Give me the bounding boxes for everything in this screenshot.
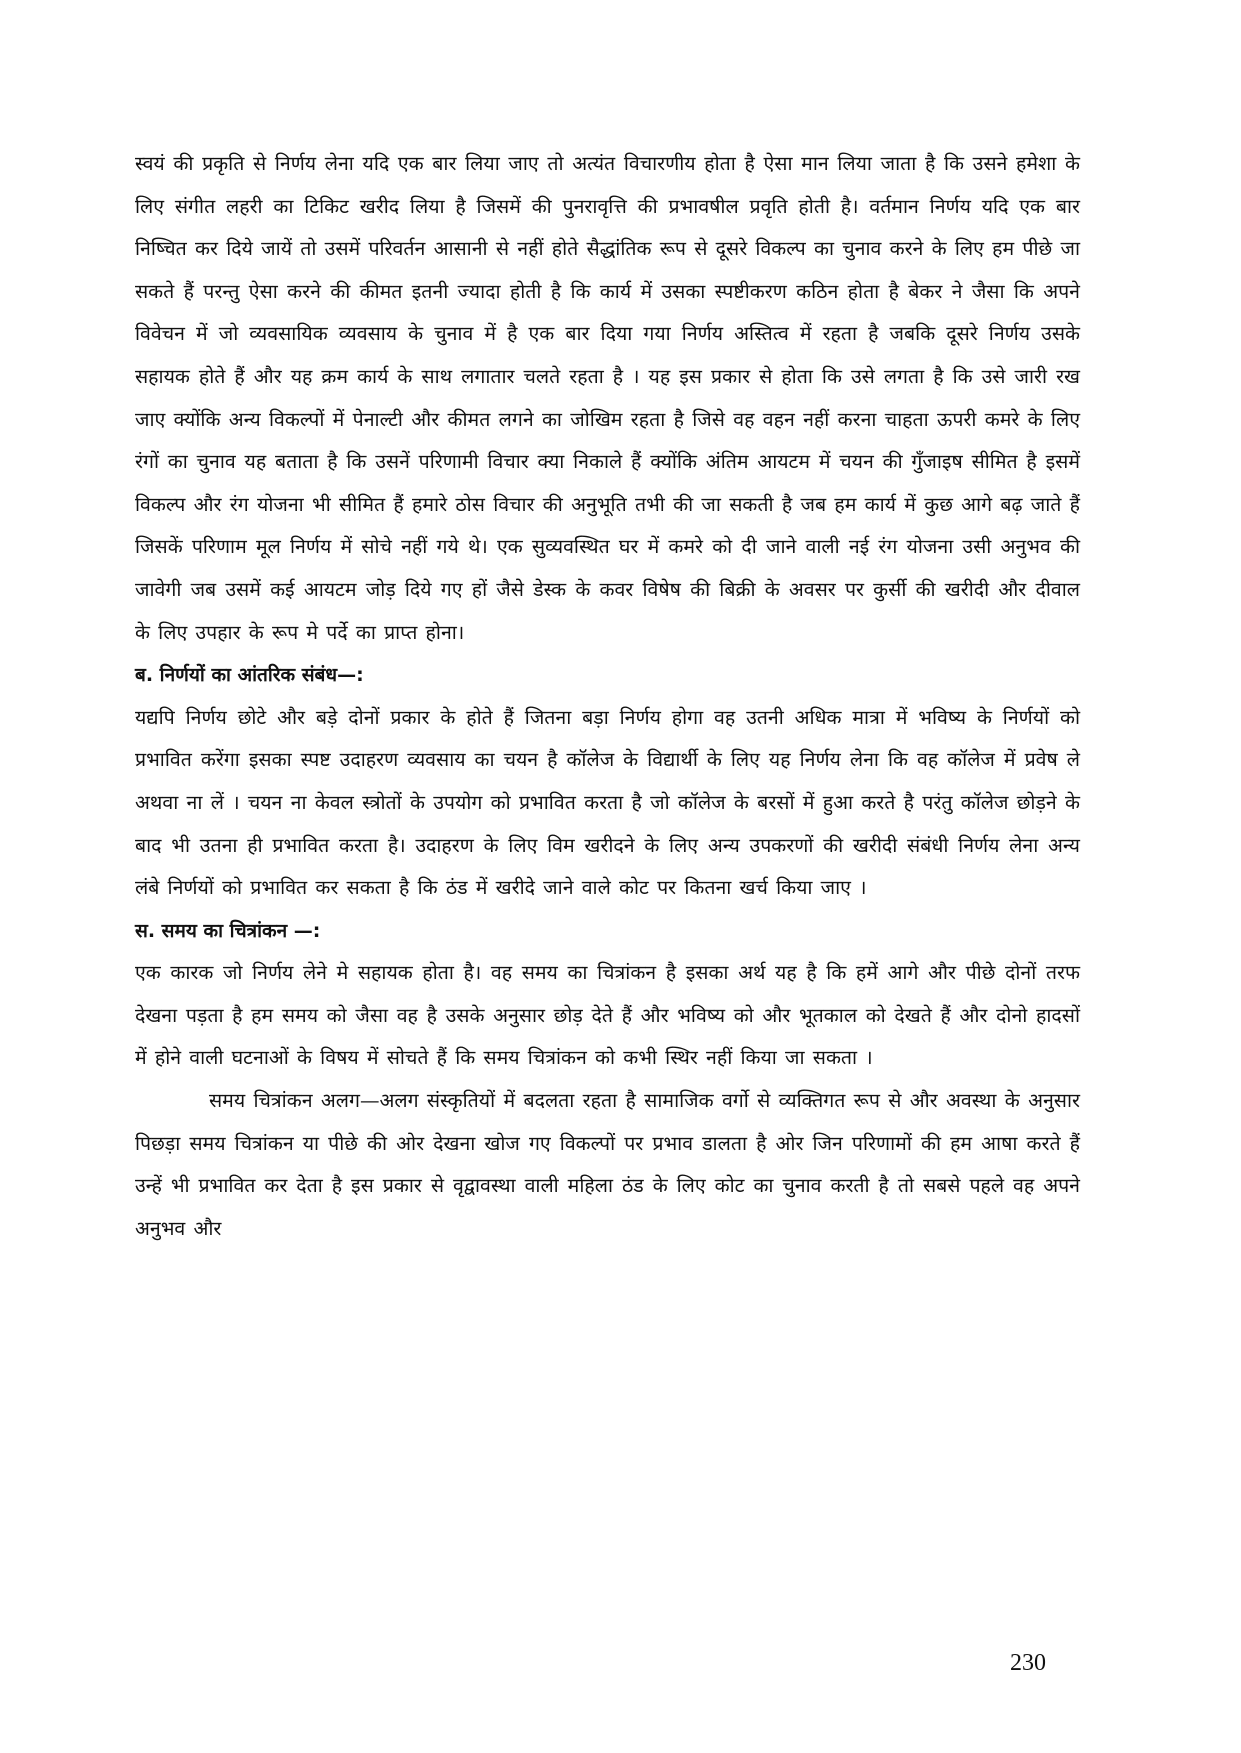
paragraph-time-perspective: एक कारक जो निर्णय लेने मे सहायक होता है। वह समय का चित्रांकन है इसका अर्थ यह है कि हमें आगे और पीछे दोनों तरफ देखना पड़ता है हम समय को जैसा वह है उसके अनुसार छोड़ देते हैं और भविष्य को और भूतकाल को देखते हैं और दोनो हादसों में होने वाली घटनाओं के विषय में सोचते हैं कि समय चित्रांकन को कभी स्थिर नहीं किया जा सकता । <box>135 961 1080 1070</box>
paragraph-time-perspective-cultures: समय चित्रांकन अलग—अलग संस्कृतियों में बदलता रहता है सामाजिक वर्गो से व्यक्तिगत रूप से और अवस्था के अनुसार पिछड़ा समय चित्रांकन या पीछे की ओर देखना खोज गए विकल्पों पर प्रभाव डालता है ओर जिन परिणामों की हम आषा करते हैं उन्हें भी प्रभावित कर देता है इस प्रकार से वृद्वावस्था वाली महिला ठंड के लिए कोट का चुनाव करती है तो सबसे पहले वह अपने अनुभव और <box>135 1089 1080 1240</box>
page-number: 230 <box>1010 1650 1046 1676</box>
section-heading-time-perspective: स. समय का चित्रांकन —: <box>135 919 321 942</box>
paragraph-decision-interrelation: यद्यपि निर्णय छोटे और बड़े दोनों प्रकार के होते हैं जितना बड़ा निर्णय होगा वह उतनी अधिक मात्रा में भविष्य के निर्णयों को प्रभावित करेंगा इसका स्पष्ट उदाहरण व्यवसाय का चयन है कॉलेज के विद्यार्थी के लिए यह निर्णय लेना कि वह कॉलेज में प्रवेष ले अथवा ना लें । चयन ना केवल स्त्रोतों के उपयोग को प्रभावित करता है जो कॉलेज के बरसों में हुआ करते है परंतु कॉलेज छोड़ने के बाद भी उतना ही प्रभावित करता है। उदाहरण के लिए विम खरीदने के लिए अन्य उपकरणों की खरीदी संबंधी निर्णय लेना अन्य लंबे निर्णयों को प्रभावित कर सकता है कि ठंड में खरीदे जाने वाले कोट पर कितना खर्च किया जाए । <box>135 705 1080 900</box>
section-heading-interrelation: ब. निर्णयों का आंतरिक संबंध—: <box>135 664 364 687</box>
page-body <box>135 143 1080 1250</box>
paragraph-decision-nature: स्वयं की प्रकृति से निर्णय लेना यदि एक बार लिया जाए तो अत्यंत विचारणीय होता है ऐसा मान लिया जाता है कि उसने हमेशा के लिए संगीत लहरी का टिकिट खरीद लिया है जिसमें की पुनरावृत्ति की प्रभावषील प्रवृति होती है। वर्तमान निर्णय यदि एक बार निष्चित कर दिये जायें तो उसमें परिवर्तन आसानी से नहीं होते सैद्धांतिक रूप से दूसरे विकल्प का चुनाव करने के लिए हम पीछे जा सकते हैं परन्तु ऐसा करने की कीमत इतनी ज्यादा होती है कि कार्य में उसका स्पष्टीकरण कठिन होता है बेकर ने जैसा कि अपने विवेचन में जो व्यवसायिक व्यवसाय के चुनाव में है एक बार दिया गया निर्णय अस्तित्व में रहता है जबकि दूसरे निर्णय उसके सहायक होते हैं और यह क्रम कार्य के साथ लगातार चलते रहता है । यह इस प्रकार से होता कि उसे लगता है कि उसे जारी रख जाए क्योंकि अन्य विकल्पों में पेनाल्टी और कीमत लगने का जोखिम रहता है जिसे वह वहन नहीं करना चाहता ऊपरी कमरे के लिए रंगों का चुनाव यह बताता है कि उसनें परिणामी विचार क्या निकाले हैं क्योंकि अंतिम आयटम में चयन की गुँजाइष सीमित है इसमें विकल्प और रंग योजना भी सीमित हैं हमारे ठोस विचार की अनुभूति तभी की जा सकती है जब हम कार्य में कुछ आगे बढ़ जाते हैं जिसकें परिणाम मूल निर्णय में सोचे नहीं गये थे। एक सुव्यवस्थित घर में कमरे को दी जाने वाली नई रंग योजना उसी अनुभव की जावेगी जब उसमें कई आयटम जोड़ दिये गए हों जैसे डेस्क के कवर विषेष की बिक्री के अवसर पर कुर्सी की खरीदी और दीवाल के लिए उपहार के रूप मे पर्दे का प्राप्त होना। <box>135 152 1080 644</box>
